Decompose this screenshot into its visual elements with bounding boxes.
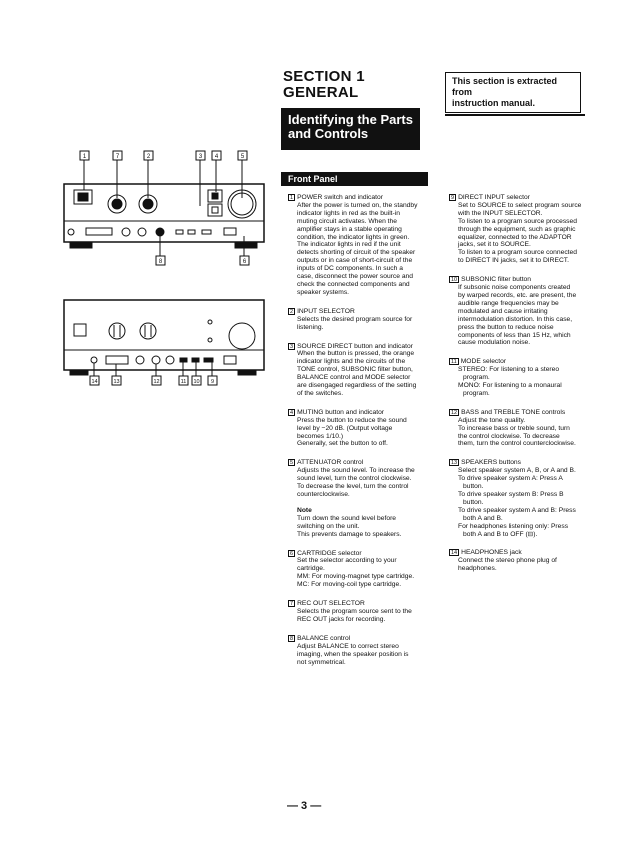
- control-number-badge: 3: [290, 343, 294, 350]
- control-description-line: When the button is pressed, the orange: [297, 350, 415, 358]
- control-description-line: Connect the stereo phone plug of: [458, 557, 557, 565]
- control-description-line: Set to SOURCE to select program source: [458, 201, 582, 209]
- control-description-line: Selects the desired program source for: [297, 315, 413, 323]
- control-description-line: TONE control, SUBSONIC filter button,: [297, 366, 413, 374]
- callout-bottom-14: 14: [91, 379, 98, 385]
- control-item-heading: [288, 409, 436, 417]
- control-number-badge: 1: [290, 195, 294, 201]
- control-description-line: To decrease the level, turn the control: [297, 483, 409, 491]
- control-description-line: If subsonic noise components created: [458, 284, 571, 292]
- front-panel-heading: Front Panel: [281, 172, 428, 186]
- control-item-12: [449, 409, 589, 449]
- control-description-line: program.: [463, 389, 490, 397]
- control-description-line: sound level, turn the control clockwise.: [297, 475, 412, 483]
- control-title: ATTENUATOR control: [297, 459, 364, 467]
- control-description-line: Adjust the tone quality.: [458, 416, 526, 424]
- control-item-heading: [288, 550, 436, 558]
- control-title: DIRECT INPUT selector: [458, 194, 530, 201]
- callout-top-5: 5: [240, 154, 245, 160]
- section-name: GENERAL: [283, 84, 359, 101]
- control-description-line: To listen to a program source processed: [458, 217, 577, 225]
- control-description-line: detects shorting of circuit of the speaker: [297, 249, 416, 257]
- banner-line-1: Identifying the Parts: [288, 112, 413, 127]
- control-item-4: [288, 409, 436, 449]
- control-number-badge: 10: [451, 277, 458, 284]
- control-description-line: To listen to a program source connected: [458, 249, 577, 257]
- control-item-14: [449, 549, 589, 573]
- control-number-badge: 12: [451, 409, 458, 416]
- control-description-line: imaging, when the speaker position is: [297, 650, 409, 658]
- control-description-line: Set the selector according to your: [297, 557, 397, 565]
- control-item-6: [288, 550, 436, 590]
- control-description-line: REC OUT jacks for recording.: [297, 615, 386, 623]
- control-item-heading: [449, 358, 589, 366]
- control-item-heading: [449, 194, 589, 202]
- control-item-5: [288, 459, 436, 538]
- control-item-10: [449, 276, 589, 347]
- control-description-line: indicator lights and the circuits of the: [297, 358, 406, 366]
- control-description-line: the control clockwise. To decrease: [458, 432, 560, 440]
- control-number-badge: 2: [290, 308, 294, 315]
- control-item-9: [449, 194, 589, 265]
- control-description-line: To drive speaker system B: Press B: [458, 491, 564, 498]
- control-description-line: both A and B to OFF (⊟).: [463, 530, 538, 538]
- control-number-badge: 4: [290, 409, 294, 416]
- callout-top-8: 8: [158, 259, 163, 265]
- callout-bottom-9: 9: [210, 379, 215, 385]
- control-item-7: [288, 600, 436, 624]
- control-description-line: Selects the program source sent to the: [297, 607, 412, 615]
- control-description-line: through the equipment, such as graphic: [458, 225, 576, 233]
- control-description-line: with the INPUT SELECTOR.: [458, 209, 543, 217]
- callout-bottom-11: 11: [180, 379, 187, 385]
- page-number: — 3 —: [287, 800, 322, 812]
- control-description-line: audible range frequencies may be: [458, 299, 559, 307]
- control-title: REC OUT SELECTOR: [297, 600, 365, 608]
- callout-top-7: 7: [115, 154, 120, 160]
- control-description-line: The indicator lights in red if the unit: [297, 241, 401, 249]
- control-item-2: [288, 308, 436, 332]
- control-item-heading: [288, 635, 436, 643]
- control-description-line: check the connected components and: [297, 280, 410, 288]
- control-item-heading: [288, 459, 436, 467]
- control-description-line: cartridge.: [297, 565, 325, 573]
- control-item-heading: [288, 343, 436, 351]
- control-description-line: press the button to reduce noise: [458, 323, 554, 331]
- control-item-heading: [288, 194, 436, 202]
- control-description-line: BALANCE control and MODE selector: [297, 374, 411, 382]
- control-description-line: MONO: For listening to a monaural: [458, 382, 562, 390]
- control-item-13: [449, 459, 589, 538]
- control-title: SOURCE DIRECT button and indicator: [297, 342, 413, 350]
- control-item-11: [449, 358, 589, 398]
- control-description-line: indicator lights in red as the built-in: [297, 209, 400, 217]
- control-item-heading: [449, 549, 589, 557]
- callout-bottom-12: 12: [153, 379, 160, 385]
- callout-bottom-13: 13: [113, 379, 120, 385]
- control-description-line: Adjusts the sound level. To increase the: [297, 467, 415, 475]
- control-description-line: program.: [463, 374, 490, 382]
- control-description-line: not symmetrical.: [297, 658, 346, 666]
- note-heading: Note: [297, 506, 312, 514]
- control-description-line: to DIRECT IN jacks, set it to DIRECT.: [458, 257, 569, 265]
- control-description-line: To drive speaker system A: Press A: [458, 475, 563, 483]
- control-description-line: are disengaged regardless of the setting: [297, 382, 417, 390]
- control-description-line: Select speaker system A, B, or A and B.: [458, 467, 576, 475]
- control-title: POWER switch and indicator: [297, 194, 383, 201]
- callout-top-6: 6: [242, 259, 247, 265]
- control-title: SUBSONIC filter button: [461, 276, 531, 284]
- control-description-line: amplifier stays in a stable operating: [297, 225, 402, 233]
- control-description-line: Press the button to reduce the sound: [297, 416, 407, 424]
- control-description-line: intermodulation distortion. In this case,: [458, 315, 573, 323]
- control-description-line: case, disconnect the power source and: [297, 273, 413, 281]
- note-line: Turn down the sound level before: [297, 514, 397, 522]
- control-number-badge: 7: [290, 601, 294, 608]
- control-description-line: button.: [463, 498, 484, 506]
- control-description-line: inputs of DC components. In such a: [297, 265, 403, 273]
- control-title: MUTING button and indicator: [297, 408, 385, 416]
- control-description-line: STEREO: For listening to a stereo: [458, 366, 560, 374]
- control-description-line: Generally, set the button to off.: [297, 440, 388, 448]
- front-panel-diagram-bottom: [60, 298, 272, 388]
- control-item-heading: [288, 308, 436, 316]
- callout-top-4: 4: [214, 154, 219, 160]
- control-number-badge: 5: [290, 460, 294, 467]
- control-description-line: After the power is turned on, the standby: [297, 201, 418, 209]
- control-description-line: To drive speaker system A and B: Press: [458, 506, 576, 514]
- note-box-line-2: instruction manual.: [452, 98, 536, 108]
- control-item-1: [288, 194, 436, 297]
- control-item-heading: [449, 459, 589, 467]
- control-number-badge: 6: [290, 550, 294, 557]
- control-description-line: To increase bass or treble sound, turn: [458, 424, 570, 432]
- control-title: BALANCE control: [297, 634, 351, 642]
- control-description-line: both A and B.: [463, 514, 503, 522]
- control-description-line: jacks, set it to SOURCE.: [458, 241, 531, 249]
- callout-bottom-10: 10: [193, 379, 200, 385]
- control-description-line: counterclockwise.: [297, 491, 350, 498]
- control-description-line: by warped records, etc. are present, the: [458, 291, 577, 299]
- front-panel-diagram-top: [60, 148, 272, 272]
- parts-controls-banner: [281, 108, 420, 150]
- control-description-line: outputs or in case of short-circuit of the: [297, 257, 413, 265]
- control-description-line: them, turn the control counterclockwise.: [458, 440, 576, 448]
- controls-list-column-2: [449, 194, 589, 584]
- control-description-line: muting circuit activates. When the: [297, 217, 397, 225]
- control-description-line: modulated and cause irritating: [458, 307, 548, 315]
- control-item-3: [288, 343, 436, 398]
- control-description-line: condition, the indicator lights in green.: [297, 233, 410, 241]
- control-title: HEADPHONES jack: [461, 549, 522, 557]
- section-title: [283, 69, 365, 101]
- control-title: INPUT SELECTOR: [297, 307, 355, 315]
- note-line: switching on the unit.: [297, 522, 360, 530]
- control-description-line: speaker systems.: [297, 288, 350, 296]
- note-box-line-1: This section is extracted from: [452, 76, 558, 97]
- control-description-line: cause modulation noise.: [458, 339, 531, 347]
- control-title: SPEAKERS buttons: [461, 459, 521, 467]
- control-description-line: of the switches.: [297, 389, 344, 397]
- control-description-line: MC: For moving-coil type cartridge.: [297, 581, 402, 589]
- note-line: This prevents damage to speakers.: [297, 530, 402, 538]
- banner-line-2: and Controls: [288, 126, 369, 141]
- control-title: BASS and TREBLE TONE controls: [461, 408, 566, 416]
- control-item-heading: [288, 600, 436, 608]
- extract-note-box: [445, 72, 581, 113]
- control-description-line: level by −20 dB. (Output voltage: [297, 424, 393, 432]
- control-number-badge: 13: [451, 460, 458, 467]
- control-number-badge: 14: [451, 550, 458, 557]
- control-item-8: [288, 635, 436, 667]
- control-description-line: components of less than 15 Hz, which: [458, 331, 571, 339]
- controls-list-column-1: [288, 194, 436, 677]
- callout-top-2: 2: [146, 154, 151, 160]
- section-number: SECTION 1: [283, 68, 365, 85]
- control-item-heading: [449, 276, 589, 284]
- control-description-line: becomes 1/10.): [297, 432, 344, 440]
- control-item-heading: [449, 409, 589, 417]
- control-number-badge: 11: [451, 359, 457, 366]
- callout-top-3: 3: [198, 154, 203, 160]
- control-description-line: equalizer, connected to the ADAPTOR: [458, 233, 572, 241]
- control-description-line: Adjust BALANCE to correct stereo: [297, 642, 399, 650]
- control-number-badge: 9: [451, 195, 455, 201]
- control-description-line: listening.: [297, 323, 324, 331]
- control-title: MODE selector: [460, 358, 507, 366]
- control-description-line: button.: [463, 483, 484, 491]
- control-description-line: headphones.: [458, 565, 497, 573]
- control-description-line: MM: For moving-magnet type cartridge.: [297, 573, 415, 581]
- callout-top-1: 1: [82, 154, 87, 160]
- control-number-badge: 8: [290, 635, 294, 642]
- control-description-line: For headphones listening only: Press: [458, 522, 569, 530]
- control-title: CARTRIDGE selector: [297, 549, 362, 557]
